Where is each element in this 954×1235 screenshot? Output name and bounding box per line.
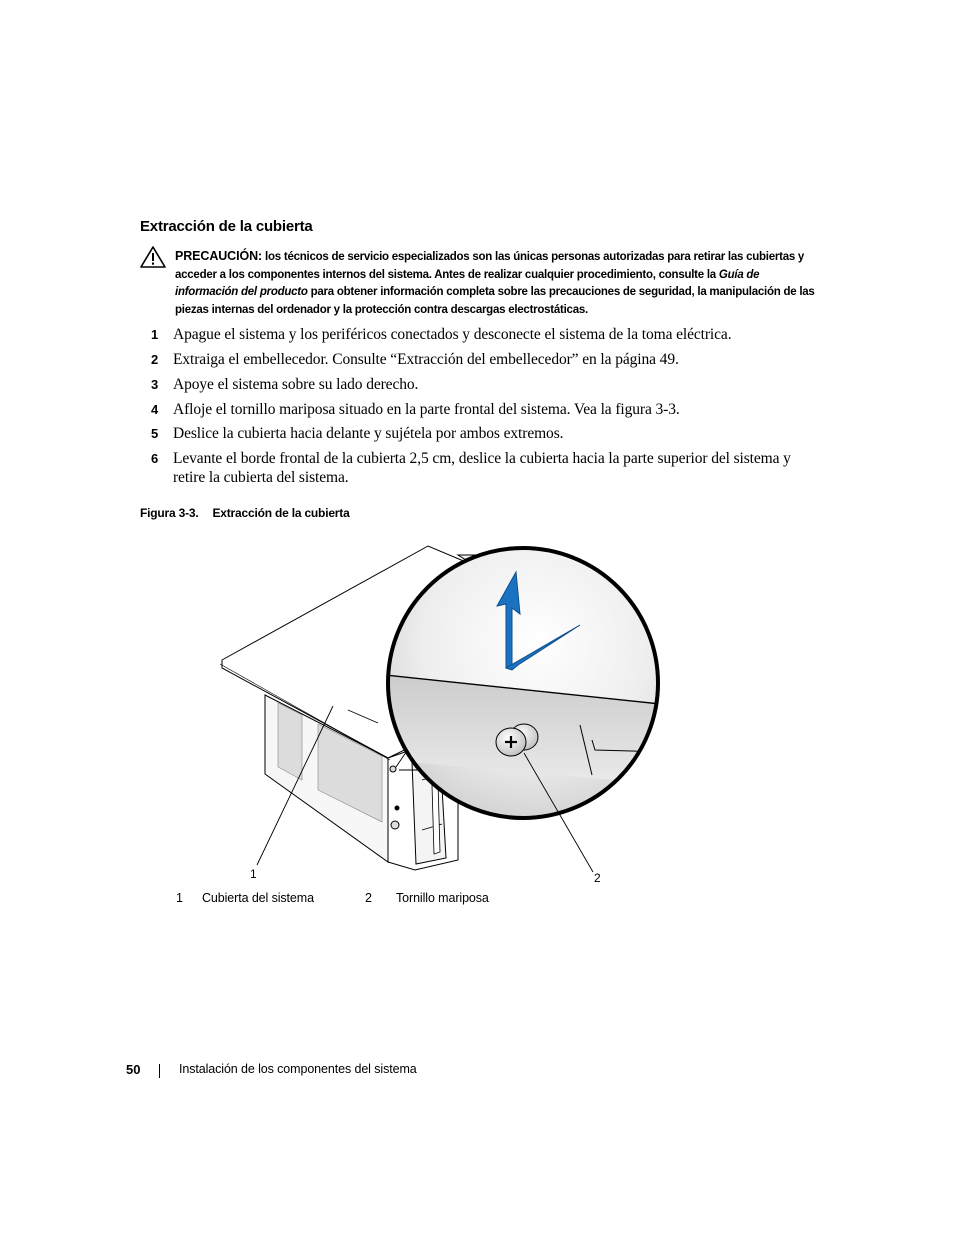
- callout-2-marker: 2: [594, 871, 601, 885]
- legend-label-2: Tornillo mariposa: [396, 891, 489, 905]
- step-text: Deslice la cubierta hacia delante y sujétela por ambos extremos.: [173, 425, 564, 442]
- step-text: Afloje el tornillo mariposa situado en la parte frontal del sistema. Vea la figura 3-3.: [173, 401, 680, 418]
- figure-title: Extracción de la cubierta: [212, 506, 350, 520]
- step-text: Apoye el sistema sobre su lado derecho.: [173, 376, 419, 393]
- page-number: 50: [126, 1062, 141, 1077]
- legend-number-2: 2: [365, 891, 372, 905]
- caution-note: [175, 248, 825, 319]
- guide-title: Guía de información del producto: [175, 268, 760, 298]
- step-number: 1: [151, 327, 159, 342]
- step-text: Levante el borde frontal de la cubierta 2,5 cm, deslice la cubierta hacia la parte superior del sistema y retire la cubierta del sistema.: [173, 450, 791, 486]
- caution-text-1: los técnicos de servicio especializados son las únicas personas autorizadas para retirar las cubiertas y acceder a los componentes internos del sistema. Antes de realizar cualquier procedimiento, consulte la: [175, 251, 805, 281]
- legend-number-1: 1: [176, 891, 183, 905]
- step-number: 3: [151, 377, 159, 392]
- step-number: 6: [151, 451, 159, 466]
- footer-chapter-title: Instalación de los componentes del sistema: [179, 1062, 417, 1076]
- figure-number: Figura 3-3.: [140, 506, 199, 520]
- figure-caption: [140, 506, 350, 520]
- cover-removal-illustration: [200, 540, 680, 890]
- step-number: 4: [151, 402, 159, 417]
- warning-triangle-icon: [139, 245, 167, 269]
- caution-label: PRECAUCIÓN:: [175, 249, 263, 263]
- step-number: 2: [151, 352, 159, 367]
- step-text: Extraiga el embellecedor. Consulte “Extracción del embellecedor” en la página 49.: [173, 351, 679, 368]
- step-text: Apague el sistema y los periféricos conectados y desconecte el sistema de la toma eléctrica.: [173, 326, 732, 343]
- callout-1-marker: 1: [250, 867, 257, 881]
- legend-label-1: Cubierta del sistema: [202, 891, 314, 905]
- section-title: Extracción de la cubierta: [140, 218, 313, 235]
- step-number: 5: [151, 426, 159, 441]
- caution-text-2: para obtener información completa sobre las precauciones de seguridad, la manipulación de las piezas internas del ordenador y la protección contra descargas electrostáticas.: [175, 286, 815, 316]
- footer-divider: [159, 1064, 160, 1078]
